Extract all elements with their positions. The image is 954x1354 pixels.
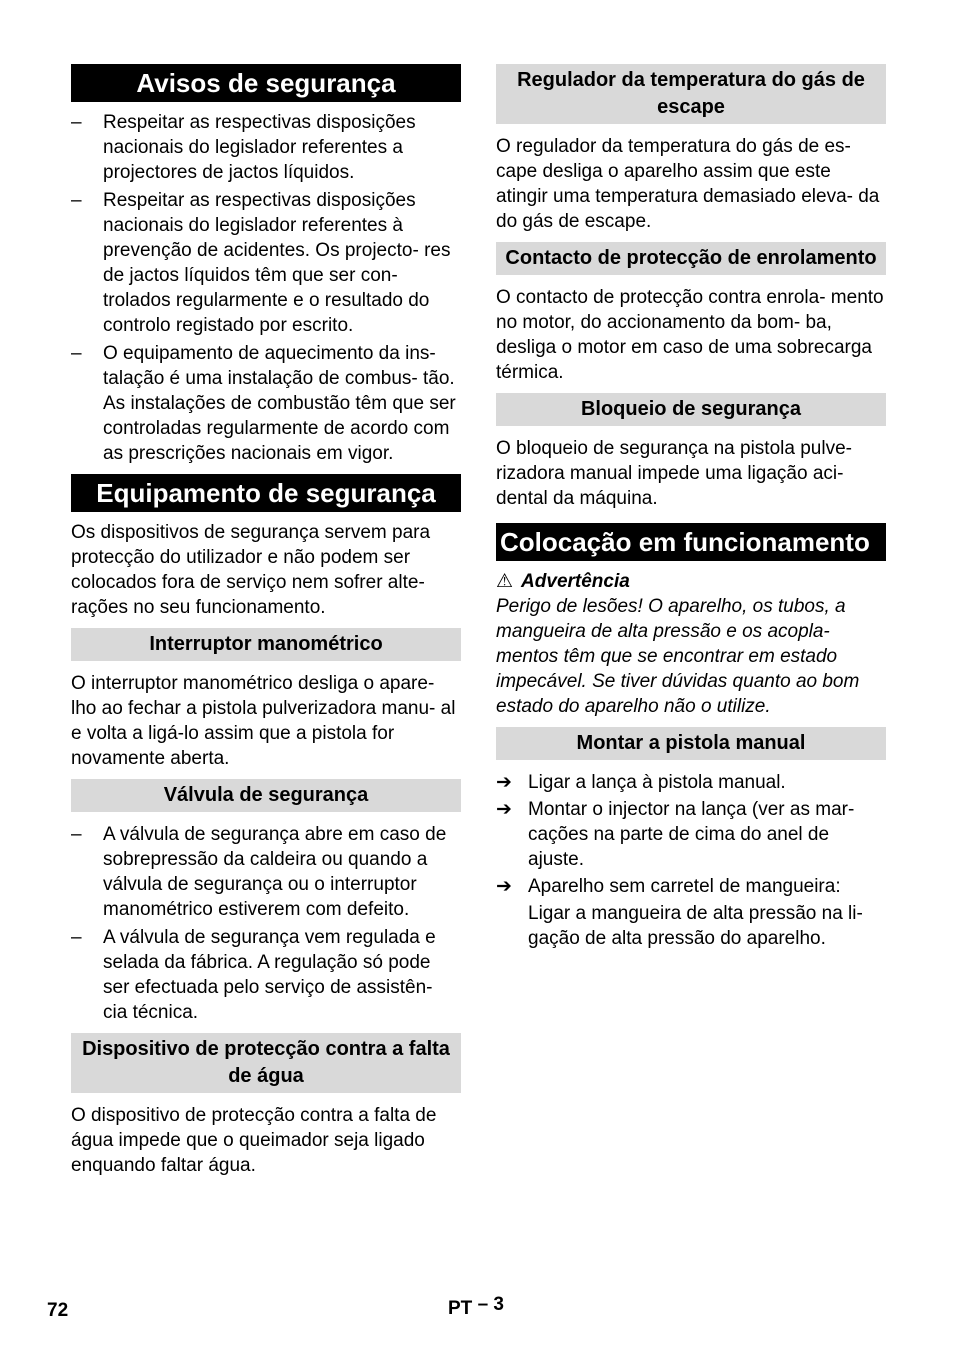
arrow-right-icon: ➔ — [496, 772, 512, 793]
montar-steps — [496, 770, 886, 899]
warning-heading — [496, 569, 886, 594]
footer-dash: – — [477, 1294, 489, 1315]
regulador-heading: Regulador da temperatura do gás de escape — [496, 64, 886, 124]
list-item: ➔ Montar o injector na lança (ver as mar- cações na parte de cima do anel de ajuste. — [496, 799, 855, 870]
arrow-right-icon: ➔ — [496, 799, 512, 820]
section-footer — [448, 1296, 504, 1321]
list-item: – Respeitar as respectivas disposições nacionais do legislador referentes a projectores de jactos líquidos. — [71, 112, 416, 183]
warning-triangle-icon: ⚠ — [496, 571, 514, 592]
avisos-list — [71, 110, 461, 466]
montar-heading: Montar a pistola manual — [496, 727, 886, 760]
contacto-heading: Contacto de protecção de enrolamento — [496, 242, 886, 275]
arrow-right-icon: ➔ — [496, 876, 512, 897]
list-item: ➔ Aparelho sem carretel de mangueira: — [496, 876, 841, 897]
bloqueio-heading: Bloqueio de segurança — [496, 393, 886, 426]
footer-section-page: 3 — [493, 1294, 504, 1315]
interruptor-heading: Interruptor manométrico — [71, 628, 461, 661]
equipamento-heading: Equipamento de segurança — [71, 474, 461, 512]
warning-text: Perigo de lesões! O aparelho, os tubos, a mangueira de alta pressão e os acopla- mentos têm que se encontrar em estado impecável. Se tiver dúvidas quanto ao bom estado do aparelho não o utilize. — [496, 596, 860, 717]
regulador-text: O regulador da temperatura do gás de es- cape desliga o aparelho assim que este atingir uma temperatura demasiado eleva- da do gás de escape. — [496, 136, 880, 232]
warning-label: Advertência — [521, 571, 630, 592]
valvula-heading: Válvula de segurança — [71, 779, 461, 812]
list-item: – Respeitar as respectivas disposições nacionais do legislador referentes à prevenção de acidentes. Os projecto- res de jactos líquidos têm que ser con- trolados regularmente e o resultado do controlo registado por escrito. — [71, 190, 451, 336]
falta-agua-heading: Dispositivo de protecção contra a falta de água — [71, 1033, 461, 1093]
falta-agua-text: O dispositivo de protecção contra a falta de água impede que o queimador seja ligado enquando faltar água. — [71, 1105, 437, 1176]
interruptor-text: O interruptor manométrico desliga o apare- lho ao fechar a pistola pulverizadora manu- al e volta a ligá-lo assim que a pistola for novamente aberta. — [71, 673, 456, 769]
valvula-list — [71, 822, 461, 1025]
bloqueio-text: O bloqueio de segurança na pistola pulve- rizadora manual impede uma ligação aci- dental da máquina. — [496, 438, 852, 509]
avisos-heading: Avisos de segurança — [71, 64, 461, 102]
colocacao-heading: Colocação em funcionamento — [496, 523, 886, 561]
page-number: 72 — [47, 1300, 69, 1321]
list-item: ➔ Ligar a lança à pistola manual. — [496, 772, 786, 793]
footer-lang: PT — [448, 1298, 473, 1319]
montar-step3-detail: Ligar a mangueira de alta pressão na li- gação de alta pressão do aparelho. — [528, 903, 863, 949]
list-item: – A válvula de segurança vem regulada e selada da fábrica. A regulação só pode ser efectuada pelo serviço de assistên- cia técnica. — [71, 927, 436, 1023]
left-column — [71, 64, 461, 1182]
list-item: – A válvula de segurança abre em caso de sobrepressão da caldeira ou quando a válvula de segurança ou o interruptor manométrico estiverem com defeito. — [71, 824, 447, 920]
list-item: – O equipamento de aquecimento da ins- talação é uma instalação de combus- tão. As instalações de combustão têm que ser controladas regularmente de acordo com as prescrições nacionais em vigor. — [71, 343, 456, 464]
contacto-text: O contacto de protecção contra enrola- mento no motor, do accionamento da bom- ba, desliga o motor em caso de uma sobrecarga térmica. — [496, 287, 884, 383]
equipamento-intro: Os dispositivos de segurança servem para protecção do utilizador e não podem ser colocados fora de serviço nem sofrer alte- rações no seu funcionamento. — [71, 522, 431, 618]
right-column — [496, 64, 886, 951]
